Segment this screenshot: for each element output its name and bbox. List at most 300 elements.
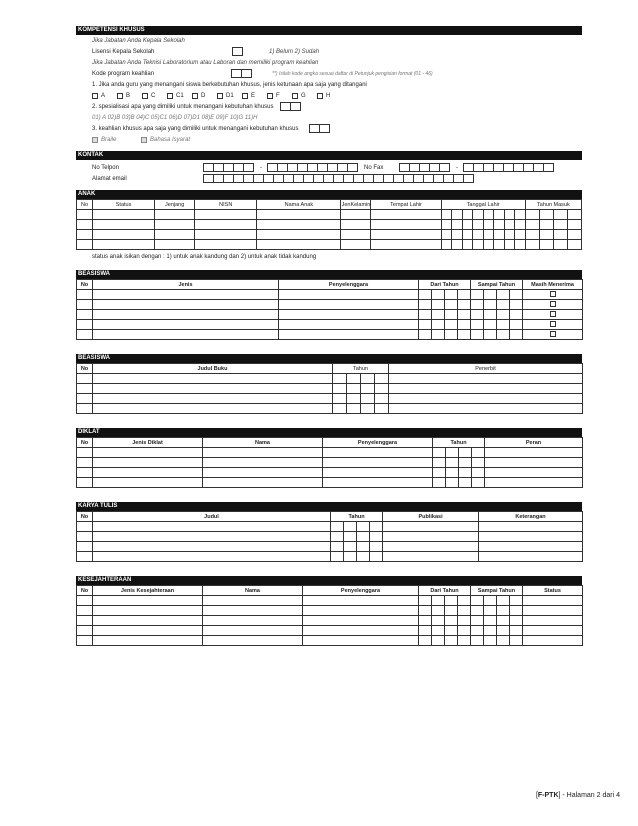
table-cell[interactable] <box>473 210 484 220</box>
table-cell[interactable] <box>445 636 458 646</box>
table-cell[interactable] <box>341 230 371 240</box>
table-cell[interactable] <box>347 384 361 394</box>
q1-option-checkbox[interactable] <box>92 93 98 99</box>
table-cell[interactable] <box>419 626 432 636</box>
table-cell[interactable] <box>383 522 479 532</box>
table-cell[interactable] <box>539 240 553 250</box>
checkbox[interactable] <box>550 311 556 317</box>
kode-input[interactable] <box>232 69 252 78</box>
table-cell[interactable] <box>458 330 471 340</box>
table-cell[interactable] <box>93 626 203 636</box>
table-cell[interactable] <box>333 384 347 394</box>
table-cell[interactable] <box>473 220 484 230</box>
table-cell[interactable] <box>471 616 484 626</box>
table-cell[interactable] <box>494 240 505 250</box>
table-cell[interactable] <box>203 626 303 636</box>
table-cell[interactable] <box>77 468 93 478</box>
table-cell[interactable] <box>567 230 581 240</box>
table-cell[interactable] <box>419 606 432 616</box>
fax-number-input[interactable] <box>464 163 554 172</box>
table-cell[interactable] <box>389 384 583 394</box>
table-cell[interactable] <box>77 290 93 300</box>
q1-option-checkbox[interactable] <box>167 93 173 99</box>
table-cell[interactable] <box>93 290 279 300</box>
telpon-area-input[interactable] <box>204 163 254 172</box>
table-cell[interactable] <box>494 220 505 230</box>
table-cell[interactable] <box>515 230 526 240</box>
table-cell[interactable] <box>155 210 195 220</box>
table-cell[interactable] <box>341 220 371 230</box>
table-cell[interactable] <box>523 290 583 300</box>
table-cell[interactable] <box>471 596 484 606</box>
table-cell[interactable] <box>77 626 93 636</box>
q1-option-checkbox[interactable] <box>242 93 248 99</box>
table-cell[interactable] <box>446 448 459 458</box>
table-cell[interactable] <box>504 230 515 240</box>
table-cell[interactable] <box>553 230 567 240</box>
table-cell[interactable] <box>523 626 583 636</box>
table-cell[interactable] <box>452 210 463 220</box>
table-cell[interactable] <box>93 448 203 458</box>
table-cell[interactable] <box>471 310 484 320</box>
table-cell[interactable] <box>371 230 441 240</box>
table-cell[interactable] <box>459 448 472 458</box>
table-cell[interactable] <box>257 230 341 240</box>
table-cell[interactable] <box>279 320 419 330</box>
table-cell[interactable] <box>510 616 523 626</box>
table-cell[interactable] <box>419 616 432 626</box>
email-input[interactable] <box>204 174 474 183</box>
q1-option-checkbox[interactable] <box>217 93 223 99</box>
table-cell[interactable] <box>77 596 93 606</box>
table-cell[interactable] <box>77 384 93 394</box>
table-cell[interactable] <box>484 596 497 606</box>
table-cell[interactable] <box>441 230 452 240</box>
table-cell[interactable] <box>494 230 505 240</box>
table-cell[interactable] <box>445 330 458 340</box>
table-cell[interactable] <box>77 616 93 626</box>
table-cell[interactable] <box>257 240 341 250</box>
table-cell[interactable] <box>77 606 93 616</box>
table-cell[interactable] <box>303 606 419 616</box>
q2-input[interactable] <box>281 102 301 111</box>
table-cell[interactable] <box>483 220 494 230</box>
table-cell[interactable] <box>432 596 445 606</box>
table-cell[interactable] <box>375 394 389 404</box>
table-cell[interactable] <box>257 210 341 220</box>
table-cell[interactable] <box>471 300 484 310</box>
table-cell[interactable] <box>471 626 484 636</box>
table-cell[interactable] <box>195 230 257 240</box>
table-cell[interactable] <box>472 468 485 478</box>
table-cell[interactable] <box>523 636 583 646</box>
table-cell[interactable] <box>303 616 419 626</box>
table-cell[interactable] <box>341 210 371 220</box>
table-cell[interactable] <box>279 330 419 340</box>
table-cell[interactable] <box>93 468 203 478</box>
table-cell[interactable] <box>77 230 93 240</box>
table-cell[interactable] <box>525 220 539 230</box>
table-cell[interactable] <box>155 240 195 250</box>
table-cell[interactable] <box>473 240 484 250</box>
q1-option-checkbox[interactable] <box>292 93 298 99</box>
table-cell[interactable] <box>93 522 331 532</box>
checkbox[interactable] <box>550 291 556 297</box>
table-cell[interactable] <box>504 240 515 250</box>
table-cell[interactable] <box>370 542 383 552</box>
table-cell[interactable] <box>523 616 583 626</box>
table-cell[interactable] <box>510 290 523 300</box>
table-cell[interactable] <box>432 290 445 300</box>
table-cell[interactable] <box>195 210 257 220</box>
table-cell[interactable] <box>485 448 583 458</box>
table-cell[interactable] <box>370 552 383 562</box>
q1-option-checkbox[interactable] <box>117 93 123 99</box>
table-cell[interactable] <box>432 616 445 626</box>
table-cell[interactable] <box>479 532 583 542</box>
table-cell[interactable] <box>525 240 539 250</box>
table-cell[interactable] <box>510 300 523 310</box>
table-cell[interactable] <box>473 230 484 240</box>
table-cell[interactable] <box>458 300 471 310</box>
table-cell[interactable] <box>433 458 446 468</box>
table-cell[interactable] <box>497 310 510 320</box>
table-cell[interactable] <box>77 394 93 404</box>
table-cell[interactable] <box>93 394 333 404</box>
table-cell[interactable] <box>93 458 203 468</box>
table-cell[interactable] <box>93 606 203 616</box>
table-cell[interactable] <box>375 404 389 414</box>
table-cell[interactable] <box>497 636 510 646</box>
table-cell[interactable] <box>459 468 472 478</box>
braile-checkbox[interactable] <box>92 137 98 143</box>
table-cell[interactable] <box>497 596 510 606</box>
table-cell[interactable] <box>357 522 370 532</box>
table-cell[interactable] <box>77 330 93 340</box>
table-cell[interactable] <box>539 210 553 220</box>
table-cell[interactable] <box>77 320 93 330</box>
table-cell[interactable] <box>77 404 93 414</box>
table-cell[interactable] <box>203 616 303 626</box>
table-cell[interactable] <box>347 374 361 384</box>
table-cell[interactable] <box>347 394 361 404</box>
table-cell[interactable] <box>303 596 419 606</box>
table-cell[interactable] <box>371 220 441 230</box>
table-cell[interactable] <box>485 458 583 468</box>
table-cell[interactable] <box>484 626 497 636</box>
table-cell[interactable] <box>445 290 458 300</box>
table-cell[interactable] <box>93 616 203 626</box>
table-cell[interactable] <box>331 522 344 532</box>
table-cell[interactable] <box>452 240 463 250</box>
table-cell[interactable] <box>383 532 479 542</box>
table-cell[interactable] <box>93 220 155 230</box>
table-cell[interactable] <box>446 468 459 478</box>
table-cell[interactable] <box>497 330 510 340</box>
table-cell[interactable] <box>539 230 553 240</box>
table-cell[interactable] <box>432 626 445 636</box>
table-cell[interactable] <box>485 468 583 478</box>
table-cell[interactable] <box>344 542 357 552</box>
table-cell[interactable] <box>93 310 279 320</box>
table-cell[interactable] <box>458 626 471 636</box>
table-cell[interactable] <box>497 606 510 616</box>
table-cell[interactable] <box>419 290 432 300</box>
table-cell[interactable] <box>445 626 458 636</box>
q1-option-checkbox[interactable] <box>142 93 148 99</box>
table-cell[interactable] <box>344 552 357 562</box>
table-cell[interactable] <box>472 448 485 458</box>
table-cell[interactable] <box>361 384 375 394</box>
table-cell[interactable] <box>93 384 333 394</box>
table-cell[interactable] <box>77 552 93 562</box>
table-cell[interactable] <box>93 230 155 240</box>
table-cell[interactable] <box>77 522 93 532</box>
table-cell[interactable] <box>497 616 510 626</box>
fax-area-input[interactable] <box>400 163 450 172</box>
table-cell[interactable] <box>419 300 432 310</box>
table-cell[interactable] <box>93 478 203 488</box>
table-cell[interactable] <box>77 310 93 320</box>
table-cell[interactable] <box>93 532 331 542</box>
lisensi-input[interactable] <box>232 47 243 56</box>
table-cell[interactable] <box>375 374 389 384</box>
table-cell[interactable] <box>510 636 523 646</box>
table-cell[interactable] <box>383 552 479 562</box>
table-cell[interactable] <box>93 210 155 220</box>
table-cell[interactable] <box>484 290 497 300</box>
table-cell[interactable] <box>462 220 473 230</box>
table-cell[interactable] <box>553 220 567 230</box>
table-cell[interactable] <box>93 636 203 646</box>
table-cell[interactable] <box>77 458 93 468</box>
table-cell[interactable] <box>445 616 458 626</box>
table-cell[interactable] <box>459 458 472 468</box>
table-cell[interactable] <box>441 210 452 220</box>
table-cell[interactable] <box>484 330 497 340</box>
table-cell[interactable] <box>510 606 523 616</box>
table-cell[interactable] <box>203 606 303 616</box>
table-cell[interactable] <box>433 478 446 488</box>
table-cell[interactable] <box>479 522 583 532</box>
table-cell[interactable] <box>77 532 93 542</box>
table-cell[interactable] <box>445 310 458 320</box>
q1-option-checkbox[interactable] <box>192 93 198 99</box>
table-cell[interactable] <box>344 532 357 542</box>
table-cell[interactable] <box>525 210 539 220</box>
table-cell[interactable] <box>93 320 279 330</box>
table-cell[interactable] <box>458 310 471 320</box>
table-cell[interactable] <box>483 210 494 220</box>
table-cell[interactable] <box>458 596 471 606</box>
table-cell[interactable] <box>472 478 485 488</box>
table-cell[interactable] <box>462 210 473 220</box>
table-cell[interactable] <box>484 616 497 626</box>
table-cell[interactable] <box>525 230 539 240</box>
table-cell[interactable] <box>195 240 257 250</box>
table-cell[interactable] <box>484 300 497 310</box>
table-cell[interactable] <box>93 300 279 310</box>
table-cell[interactable] <box>375 384 389 394</box>
table-cell[interactable] <box>458 636 471 646</box>
table-cell[interactable] <box>77 636 93 646</box>
table-cell[interactable] <box>510 596 523 606</box>
table-cell[interactable] <box>323 478 433 488</box>
checkbox[interactable] <box>550 321 556 327</box>
table-cell[interactable] <box>344 522 357 532</box>
table-cell[interactable] <box>357 532 370 542</box>
table-cell[interactable] <box>303 626 419 636</box>
table-cell[interactable] <box>523 596 583 606</box>
table-cell[interactable] <box>361 374 375 384</box>
table-cell[interactable] <box>383 542 479 552</box>
table-cell[interactable] <box>484 606 497 616</box>
table-cell[interactable] <box>494 210 505 220</box>
table-cell[interactable] <box>155 220 195 230</box>
table-cell[interactable] <box>462 230 473 240</box>
table-cell[interactable] <box>77 210 93 220</box>
table-cell[interactable] <box>419 310 432 320</box>
q3-input[interactable] <box>310 124 330 133</box>
table-cell[interactable] <box>497 300 510 310</box>
table-cell[interactable] <box>203 458 323 468</box>
table-cell[interactable] <box>472 458 485 468</box>
table-cell[interactable] <box>347 404 361 414</box>
checkbox[interactable] <box>550 301 556 307</box>
table-cell[interactable] <box>389 374 583 384</box>
table-cell[interactable] <box>485 478 583 488</box>
table-cell[interactable] <box>389 394 583 404</box>
q1-option-checkbox[interactable] <box>267 93 273 99</box>
table-cell[interactable] <box>331 542 344 552</box>
table-cell[interactable] <box>446 478 459 488</box>
table-cell[interactable] <box>432 330 445 340</box>
table-cell[interactable] <box>471 636 484 646</box>
table-cell[interactable] <box>77 478 93 488</box>
table-cell[interactable] <box>303 636 419 646</box>
table-cell[interactable] <box>515 210 526 220</box>
table-cell[interactable] <box>419 320 432 330</box>
isyarat-checkbox[interactable] <box>141 137 147 143</box>
table-cell[interactable] <box>203 636 303 646</box>
table-cell[interactable] <box>452 220 463 230</box>
table-cell[interactable] <box>419 596 432 606</box>
table-cell[interactable] <box>441 220 452 230</box>
table-cell[interactable] <box>77 542 93 552</box>
table-cell[interactable] <box>445 320 458 330</box>
table-cell[interactable] <box>433 468 446 478</box>
table-cell[interactable] <box>371 240 441 250</box>
table-cell[interactable] <box>93 596 203 606</box>
table-cell[interactable] <box>523 320 583 330</box>
table-cell[interactable] <box>458 616 471 626</box>
table-cell[interactable] <box>484 636 497 646</box>
table-cell[interactable] <box>515 220 526 230</box>
table-cell[interactable] <box>370 522 383 532</box>
table-cell[interactable] <box>93 374 333 384</box>
table-cell[interactable] <box>553 210 567 220</box>
table-cell[interactable] <box>257 220 341 230</box>
table-cell[interactable] <box>504 220 515 230</box>
table-cell[interactable] <box>333 374 347 384</box>
table-cell[interactable] <box>333 404 347 414</box>
table-cell[interactable] <box>279 310 419 320</box>
table-cell[interactable] <box>553 240 567 250</box>
table-cell[interactable] <box>93 404 333 414</box>
table-cell[interactable] <box>452 230 463 240</box>
table-cell[interactable] <box>471 290 484 300</box>
table-cell[interactable] <box>462 240 473 250</box>
table-cell[interactable] <box>539 220 553 230</box>
table-cell[interactable] <box>458 606 471 616</box>
table-cell[interactable] <box>510 330 523 340</box>
table-cell[interactable] <box>515 240 526 250</box>
table-cell[interactable] <box>361 394 375 404</box>
table-cell[interactable] <box>361 404 375 414</box>
table-cell[interactable] <box>510 320 523 330</box>
table-cell[interactable] <box>567 240 581 250</box>
table-cell[interactable] <box>323 448 433 458</box>
table-cell[interactable] <box>341 240 371 250</box>
table-cell[interactable] <box>471 606 484 616</box>
table-cell[interactable] <box>77 374 93 384</box>
table-cell[interactable] <box>432 320 445 330</box>
telpon-number-input[interactable] <box>268 163 358 172</box>
table-cell[interactable] <box>567 220 581 230</box>
table-cell[interactable] <box>432 300 445 310</box>
table-cell[interactable] <box>523 330 583 340</box>
table-cell[interactable] <box>445 300 458 310</box>
table-cell[interactable] <box>195 220 257 230</box>
table-cell[interactable] <box>523 310 583 320</box>
table-cell[interactable] <box>357 552 370 562</box>
table-cell[interactable] <box>203 448 323 458</box>
table-cell[interactable] <box>483 240 494 250</box>
table-cell[interactable] <box>458 290 471 300</box>
table-cell[interactable] <box>419 636 432 646</box>
table-cell[interactable] <box>389 404 583 414</box>
table-cell[interactable] <box>331 532 344 542</box>
table-cell[interactable] <box>77 448 93 458</box>
table-cell[interactable] <box>504 210 515 220</box>
table-cell[interactable] <box>458 320 471 330</box>
table-cell[interactable] <box>203 478 323 488</box>
table-cell[interactable] <box>432 636 445 646</box>
table-cell[interactable] <box>567 210 581 220</box>
table-cell[interactable] <box>333 394 347 404</box>
table-cell[interactable] <box>77 300 93 310</box>
table-cell[interactable] <box>479 542 583 552</box>
checkbox[interactable] <box>550 331 556 337</box>
table-cell[interactable] <box>357 542 370 552</box>
table-cell[interactable] <box>459 478 472 488</box>
table-cell[interactable] <box>203 468 323 478</box>
q1-option-checkbox[interactable] <box>317 93 323 99</box>
table-cell[interactable] <box>497 626 510 636</box>
table-cell[interactable] <box>77 220 93 230</box>
table-cell[interactable] <box>445 596 458 606</box>
table-cell[interactable] <box>93 552 331 562</box>
table-cell[interactable] <box>93 330 279 340</box>
table-cell[interactable] <box>484 320 497 330</box>
table-cell[interactable] <box>432 606 445 616</box>
table-cell[interactable] <box>432 310 445 320</box>
table-cell[interactable] <box>93 240 155 250</box>
table-cell[interactable] <box>433 448 446 458</box>
table-cell[interactable] <box>279 300 419 310</box>
table-cell[interactable] <box>323 468 433 478</box>
table-cell[interactable] <box>497 320 510 330</box>
